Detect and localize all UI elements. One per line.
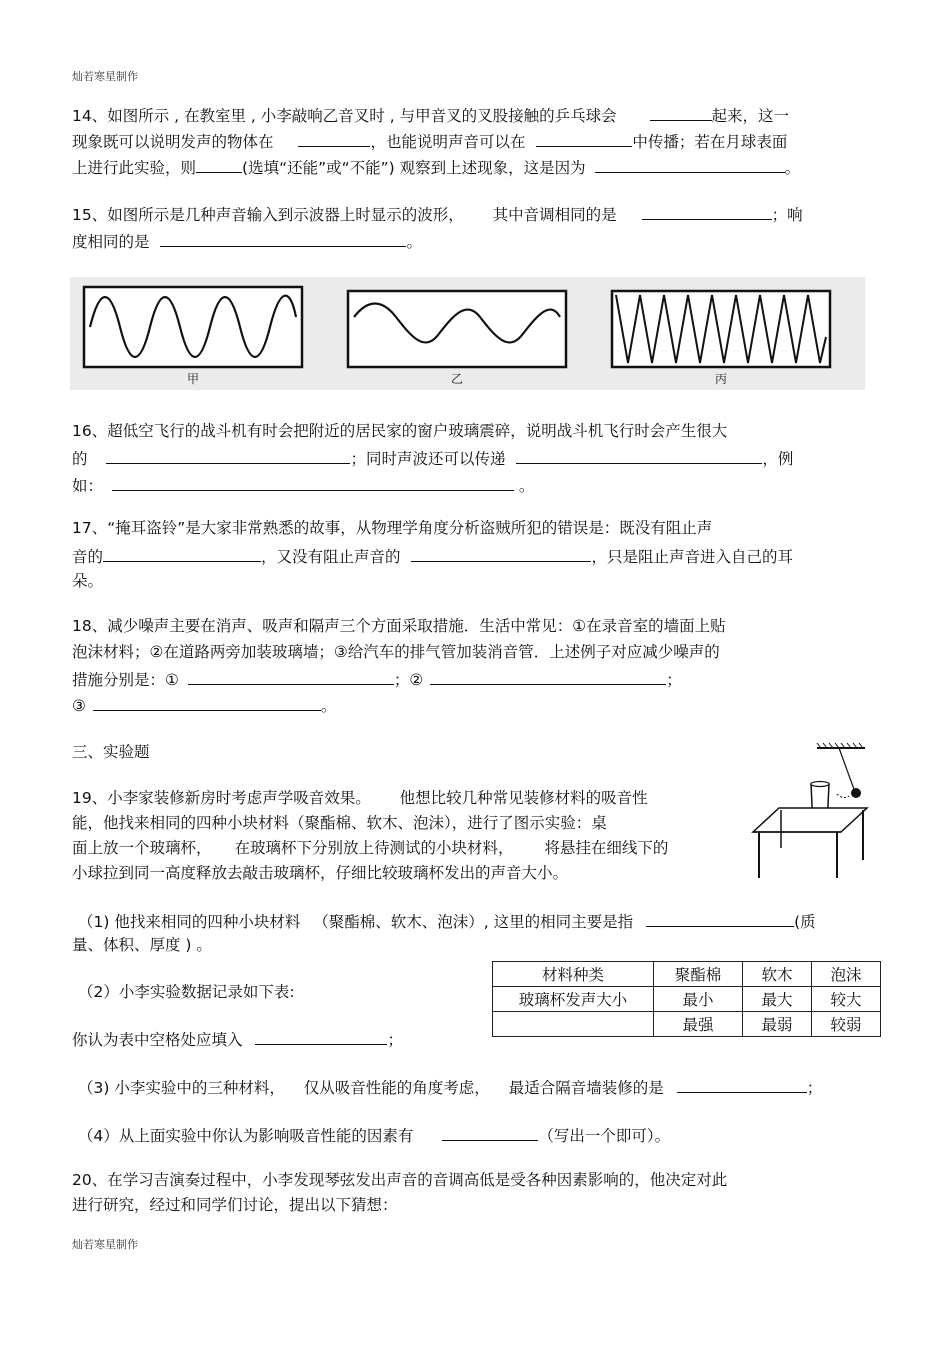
table-cell: 较弱	[812, 1012, 881, 1037]
q19-blank-3[interactable]	[677, 1076, 807, 1093]
table-cell: 软木	[743, 962, 812, 987]
waveform-figure	[70, 277, 865, 390]
q14-blank-4[interactable]	[196, 156, 242, 173]
q17-blank-1[interactable]	[103, 545, 261, 562]
q17-line-3: 朵。	[72, 572, 104, 590]
q19-line-2: 能，他找来相同的四种小块材料（聚酯棉、软木、泡沫），进行了图示实验：桌	[72, 814, 607, 832]
q15-blank-2[interactable]	[160, 230, 406, 247]
table-cell: 最大	[743, 987, 812, 1012]
table-row	[493, 987, 881, 1012]
q16-blank-1[interactable]	[106, 447, 350, 464]
table-cell: 聚酯棉	[654, 962, 743, 987]
q17-line-2: 音的 ，又没有阻止声音的 ，只是阻止声音进入自己的耳	[72, 545, 793, 567]
q17-line-1: 17、“掩耳盗铃”是大家非常熟悉的故事，从物理学角度分析盗贼所犯的错误是：既没有阻止声	[72, 519, 713, 537]
data-table	[492, 961, 881, 1037]
table-cell: 最强	[654, 1012, 743, 1037]
q19-part2-line-1: （2）小李实验数据记录如下表:	[78, 983, 295, 1001]
q19-line-4: 小球拉到同一高度释放去敲击玻璃杯，仔细比较玻璃杯发出的声音大小。	[72, 864, 569, 882]
q15-line-2: 度相同的是 。	[72, 230, 422, 252]
table-row	[493, 1012, 881, 1037]
q19-part1-line-2: 量、体积、厚度 ) 。	[72, 936, 212, 954]
ball-icon	[851, 788, 861, 798]
q14-line-2: 现象既可以说明发声的物体在 ，也能说明声音可以在 中传播；若在月球表面	[72, 130, 787, 152]
q17-blank-2[interactable]	[411, 545, 591, 562]
q18-blank-3[interactable]	[93, 694, 321, 711]
q16-line-2: 的 ；同时声波还可以传递 ，例	[72, 447, 793, 469]
wave-label-bing: 丙	[714, 372, 728, 386]
section-title: 三、实验题	[72, 743, 150, 761]
q19-blank-4[interactable]	[442, 1124, 538, 1141]
q14-blank-5[interactable]	[595, 156, 785, 173]
q14-line-3: 上进行此实验，则 (选填“还能”或“不能”) 观察到上述现象，这是因为 。	[72, 156, 800, 178]
wave-label-jia: 甲	[186, 372, 200, 386]
q14-blank-3[interactable]	[536, 130, 632, 147]
wave-label-yi: 乙	[450, 372, 464, 386]
string-line	[839, 748, 855, 792]
table-cell: 玻璃杯发声大小	[493, 987, 654, 1012]
table-cell: 最弱	[743, 1012, 812, 1037]
page-header: 灿若寒星制作	[72, 70, 138, 83]
q19-blank-1[interactable]	[646, 910, 794, 927]
q18-line-2: 泡沫材料；②在道路两旁加装玻璃墙；③给汽车的排气管加装消音管．上述例子对应减少噪声的	[72, 643, 720, 661]
q19-line-3: 面上放一个玻璃杯， 在玻璃杯下分别放上待测试的小块材料， 将悬挂在细线下的	[72, 839, 669, 857]
q18-line-1: 18、减少噪声主要在消声、吸声和隔声三个方面采取措施．生活中常见：①在录音室的墙面上贴	[72, 617, 726, 635]
q18-line-4: ③ 。	[72, 694, 336, 716]
table-cell: 泡沫	[812, 962, 881, 987]
table-cell: 较大	[812, 987, 881, 1012]
q15-blank-1[interactable]	[642, 203, 772, 220]
experiment-apparatus	[745, 742, 875, 882]
table-row	[493, 962, 881, 987]
table-top-icon	[753, 808, 867, 832]
q19-part1-line-1: （1) 他找来相同的四种小块材料 （聚酯棉、软木、泡沫）, 这里的相同主要是指 (质	[78, 910, 816, 932]
q16-blank-2[interactable]	[516, 447, 762, 464]
q20-line-1: 20、在学习吉演奏过程中，小李发现琴弦发出声音的音调高低是受各种因素影响的，他决定对此	[72, 1171, 728, 1189]
q20-line-2: 进行研究，经过和同学们讨论，提出以下猜想：	[72, 1196, 398, 1214]
q14-line-1: 14、如图所示 , 在教室里 , 小李敲响乙音叉时 , 与甲音叉的叉股接触的乒乓球会 起来，这一	[72, 104, 789, 126]
q16-blank-3[interactable]	[112, 474, 514, 491]
q16-line-3: 如： 。	[72, 474, 534, 496]
q18-line-3: 措施分别是：① ；② ；	[72, 668, 682, 690]
table-cell: 最小	[654, 987, 743, 1012]
q14-blank-1[interactable]	[650, 104, 712, 121]
q16-line-1: 16、超低空飞行的战斗机有时会把附近的居民家的窗户玻璃震碎，说明战斗机飞行时会产生很大	[72, 422, 728, 440]
q18-blank-1[interactable]	[188, 668, 394, 685]
q18-blank-2[interactable]	[430, 668, 666, 685]
table-cell-blank[interactable]	[493, 1012, 654, 1037]
table-cell: 材料种类	[493, 962, 654, 987]
q15-line-1: 15、如图所示是几种声音输入到示波器上时显示的波形， 其中音调相同的是 ；响	[72, 203, 803, 225]
q19-part2-line-2: 你认为表中空格处应填入 ；	[72, 1028, 403, 1050]
q19-part4-line: （4）从上面实验中你认为影响吸音性能的因素有 （写出一个即可）。	[78, 1124, 670, 1146]
waveform-box-yi	[348, 291, 566, 367]
q19-line-1: 19、小李家装修新房时考虑声学吸音效果。 他想比较几种常见装修材料的吸音性	[72, 789, 648, 807]
q19-blank-2[interactable]	[255, 1028, 387, 1045]
q19-part3-line: （3) 小李实验中的三种材料， 仅从吸音性能的角度考虑， 最适合隔音墙装修的是 ；	[78, 1076, 822, 1098]
q14-blank-2[interactable]	[298, 130, 370, 147]
page-footer: 灿若寒星制作	[72, 1238, 138, 1251]
